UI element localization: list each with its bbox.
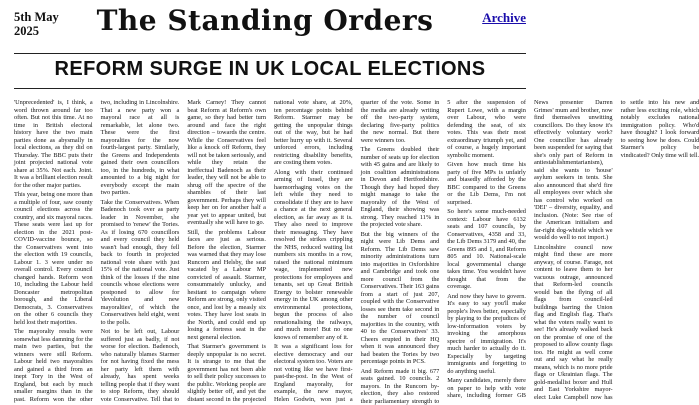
- article-paragraph: Many candidates, merely there on paper to help with vote share, including former GB News presenter Darren Grimes' mum and brother, now find themselves unwitting councillors. Do they know it's effectively voluntary work? One councillor has already been suspended for saying that she's only part of Reform in antiestablishmentarianism), said she wants to 'house' asylum seekers in tents. She also announced that she'd fire all employees over which she has control who worked on 'DEI' – diversity, equality, and inclusion. (Note: See rise of the American initialism and far-right dog-whistle which we would do well to not import.): [447, 99, 613, 399]
- masthead: [0, 0, 540, 52]
- article-paragraph: Not to be left out, Labour suffered just as badly, if not worse for election. Badenoch, who naturally blames Starmer for not having fixed the mess her party left them with already, has spent weeks telling people that if they want to stop Reform, they should vote Conservative. Tell that to Mark Carney! They cannot beat Reform at Reform's own game, so they had better turn around and face the right direction – towards the centre. While the Conservatives feel like a knock off Reform, they will not be taken seriously, and while they retain the ineffectual Badenoch as their leader, they will not be able to shrug off the spectre of the shambles of their last government. Perhaps they will keep her on for another half a year yet to appear united, but eventually she will have to go.: [100, 99, 266, 403]
- article-paragraph: That Starmer's government is deeply unpopular is no secret. It is strange to me that the government has not been able to sell their policy successes to the public. Working people are slightly better off, and yet the distant second in the projected national vote share, at 20%, ten percentage points behind Reform. Starmer may be getting the unpopular things out of the way, but he had better hurry up with it. Several unforced errors, including restricting disability benefits, are costing them votes.: [187, 99, 353, 403]
- article-paragraph: The mayoralty results were somewhat less damning for the main two parties, but the winners were still Reform. Labour held two mayoralties and gained a third from an inept Tory in the West of England, but each by much smaller margins than in the past. Reform won the other two, including in Lincolnshire. That a new party won a mayoral race at all is remarkable, let alone two. These were the first mayoralties for the now fourth-largest party. Similarly, the Greens and Independents gained their own councillors too, in the hundreds, in what amounted to a big night for everybody except the main two parties.: [14, 99, 180, 403]
- article-paragraph: So here's some much-needed context: Labour have 6132 seats and 107 councils, by Conservatives, 4358 and 33, the Lib Dems 3179 and 40, the Greens 895 and 1, and Reform 805 and 10. National-scale local governmental change takes time. You wouldn't have thought that from the coverage.: [447, 208, 526, 290]
- headline-divider: [14, 88, 526, 89]
- article-paragraph: Along with their continued arming of Israel, they are haemorrhaging votes on the left while they need to consolidate if they are to have a chance at the next general election, as far away as it is. They also need to improve their messaging. They have resolved the strikes crippling the NHS, reduced waiting list numbers six months in a row, raised the national minimum wage, implemented new protections for employees and tenants, set up Great British Energy to bolster renewable energy in the UK among other environmental protections, begun the process of also renationalising the railways, and much more! But no one knows of remember any of it.: [273, 168, 353, 341]
- issue-date: 5th May 2025: [14, 10, 59, 38]
- article-paragraph: And Reform made it big. 677 seats gained. 10 councils. 2 mayors. In the Runcorn by-election, they also restored their parliamentary strength to 5 after the suspension of Rupert Lowe, with a margin over Labour, who were defending the seat, of six votes. This was their most extraordinary triumph yet, and of course, a hugely important symbolic moment.: [360, 99, 526, 405]
- article-body: [14, 99, 699, 405]
- article-paragraph: Lincolnshire council now might find these are more anyway, of course. Farage, not content to leave them to her vacuous outrage, announced that Reform-led councils would ban the flying of all flags from council-led buildings barring the Union flag and English flag. That's what the voters really want to see! He's already walked back on the promise of one of the proposed to allow county flags too. He might as well come out and say what he really means, which is no more pride flags or Ukrainian flags. The gold-medallist boxer and Hull and East Yorkshire mayor-elect Luke Campbell now has to settle into his new and rather less exciting role, which notably excludes national immigration policy. Who'd have thought? I look forward to seeing how he does. Could Starmer's policy be vindicated? Only time will tell.: [533, 99, 699, 401]
- article-paragraph: The Greens doubled their number of seats up for election with 45 gains and are likely to join coalition administrations in Devon and Hertfordshire. Though they had hoped they might manage to take the mayoralty of the West of England, their showing was strong. They reached 11% in the projected vote share.: [360, 146, 440, 228]
- article-paragraph: Still, the problems Labour faces are just as serious. Before the election, Starmer was warned that they may lose Runcorn and Helsby, the seat vacated by a Labour MP convicted of assault. Starmer, consummately unlucky, and hesitant to campaign where Reform are strong, only visited once, and lost by a measly six votes. They have lost seats in the North, and could end up losing a fortress seat in the next general election.: [187, 228, 266, 341]
- newspaper-title: The Standing Orders: [96, 4, 434, 37]
- article-headline: REFORM SURGE IN UK LOCAL ELECTIONS: [54, 58, 486, 80]
- article-paragraph: And now they have to govern. It's easy to say you'll make people's lives better, especially by playing to the prejudices of low-information voters by invoking the amorphous spectre of immigration. It's much harder to actually do it. Especially by targeting immigrants and forgetting to do anything useful.: [447, 292, 526, 375]
- archive-link[interactable]: Archive: [482, 10, 526, 25]
- article-paragraph: 'Unprecedented' is, I think, a word thrown around far too often. But not this time. At no time in British electoral history have the two main parties done as abysmally in local elections, as they did on Thursday. The BBC puts their joint projected national vote share at 35%. Not each. Joint. It was a brilliant election result for the other major parties.: [14, 99, 93, 189]
- article-paragraph: This year, being one more than a multiple of four, saw county council elections across the country, and six mayoral races. These seats were last up for election in the 2021 post-COVID-vaccine bounce, so the Conservatives went into the election with 19 councils, Labour 1. 3 were under no overall control. Every council changed hands. Reform won 10, including the Labour held Doncaster metropolitan borough, and the Liberal Democrats, 3. Conservatives on the other 6 councils they held lost their majorities.: [14, 191, 93, 326]
- article-paragraph: It was a significant loss for elective democracy and our electoral system too. Voters are not voting like we have first-past-the-post. In the West of England mayoralty, for example, the new mayor, Helen Godwin, won just a quarter of the vote. Some in the media are already writing off the two-party system, declaring five-party politics the new normal. But there were winners too.: [273, 99, 440, 403]
- article-paragraph: But the big winners of the night were Lib Dems and Reform. The Lib Dems saw minority administrations turn into majorities in Oxfordshire and Cambridge and took one more council from the Conservatives. Their 163 gains from a start of just 207, coupled with the Conservative losses see them take second in the number of council majorities in the country, with 40 to the Conservatives' 33. Cheers erupted in their HQ when it was announced they had beaten the Tories by two percentage points in PCS.: [360, 230, 440, 365]
- article-paragraph: Take the Conservatives. When Badenoch took over as party leader in November, she promised to 'renew' the Tories. As if losing 670 councillors and every council they held wasn't bad enough, they fell back to fourth in projected national vote share with just 15% of the national vote. Just think of the losses if the nine councils whose elections were postponed to allow for 'devolution and new mayoralties', of which the Conservatives held eight, went to the polls.: [100, 198, 180, 326]
- masthead-divider: [14, 53, 526, 54]
- article-paragraph: Given how much time his party of five MPs is unfairly and biasedly afforded by the BBC compared to the Greens or the Lib Dems, I'm not surprised.: [447, 161, 526, 206]
